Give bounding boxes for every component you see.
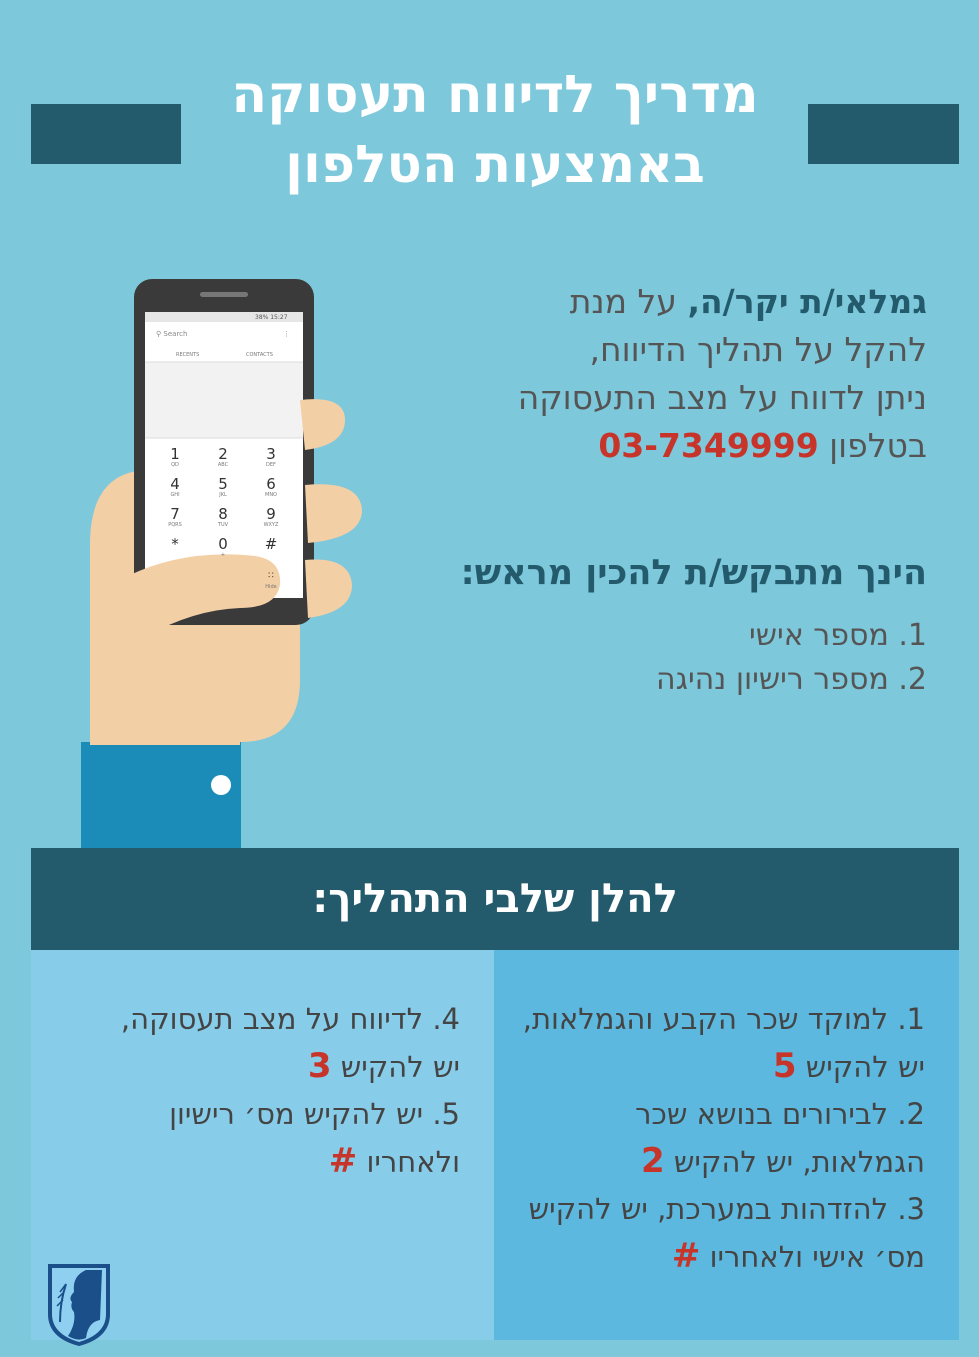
step-5-key: # (328, 1141, 358, 1181)
keypad-key[interactable] (160, 476, 190, 498)
step-4-line-2: יש להקיש (331, 1050, 460, 1084)
title-line-1: מדריך לדיווח תעסוקה (231, 65, 759, 125)
phone-number: 03-7349999 (598, 426, 819, 465)
keypad-digit: 0 (218, 535, 228, 553)
intro-line-3: ניתן לדווח על מצב התעסוקה (517, 378, 927, 417)
keypad-letters: PQRS (168, 522, 182, 528)
prep-item-2: 2. מספר רישיון נהיגה (656, 662, 927, 697)
phone-status: 38% 15:27 (255, 314, 288, 321)
sleeve (81, 742, 241, 848)
keypad-digit: 7 (170, 505, 180, 523)
step-5-line-2: ולאחריו (357, 1145, 460, 1179)
keypad-key[interactable] (160, 536, 190, 552)
dialpad-icon: ∷ (268, 571, 274, 581)
cufflink (211, 775, 231, 795)
keypad-letters: TUV (217, 522, 229, 528)
prep-title: הינך מתבקש/ת להכין מראש: (460, 553, 927, 593)
prep-item-1: 1. מספר אישי (749, 618, 927, 653)
step-4-key: 3 (307, 1046, 332, 1086)
keypad-key[interactable] (160, 506, 190, 528)
keypad-digit: 2 (218, 445, 228, 463)
keypad-letters: WXYZ (263, 522, 279, 528)
step-2-line-2: הגמלאות, יש להקיש (664, 1145, 925, 1179)
tab-recents[interactable]: RECENTS (176, 352, 200, 358)
keypad-key[interactable] (256, 476, 286, 498)
keypad-letters: ABC (217, 462, 229, 468)
intro-line-2: להקל על תהליך הדיווח, (589, 330, 927, 369)
step-2-line-1: 2. לבירורים בנושא שכר (635, 1097, 925, 1131)
keypad-key[interactable] (208, 476, 238, 498)
step-3-key: # (671, 1236, 701, 1276)
keypad-letters: JKL (219, 492, 227, 498)
keypad-digit: * (171, 535, 179, 553)
finger-3 (305, 560, 352, 618)
keypad-key[interactable] (256, 446, 286, 468)
steps-column-right (494, 950, 959, 1340)
intro-greeting: גמלאי/ת יקר/ה, (687, 282, 927, 321)
keypad-hide-button[interactable] (256, 568, 286, 590)
keypad-key[interactable] (208, 536, 238, 558)
keypad-digit: 4 (170, 475, 180, 493)
prep-list (367, 614, 927, 702)
keypad-letters: DEF (266, 462, 276, 468)
keypad-hide-label: Hide (265, 584, 277, 590)
search-placeholder: Search (163, 330, 188, 338)
step-4-line-1: 4. לדיווח על מצב תעסוקה, (120, 1002, 460, 1036)
keypad-digit: 5 (218, 475, 228, 493)
title-line-2: באמצעות הטלפון (285, 135, 705, 195)
finger-2 (305, 484, 362, 543)
intro-line-4: בטלפון (818, 426, 927, 465)
keypad-digit: 3 (266, 445, 276, 463)
keypad-letters: MNO (265, 492, 277, 498)
keypad-digit: 6 (266, 475, 276, 493)
keypad-key[interactable] (256, 506, 286, 528)
keypad-key[interactable] (208, 446, 238, 468)
shield-profile-icon (46, 1262, 112, 1348)
keypad-key[interactable] (208, 506, 238, 528)
tab-contacts[interactable]: CONTACTS (246, 352, 273, 358)
intro-text (367, 278, 927, 470)
step-1-line-1: 1. למוקד שכר הקבע והגמלאות, (522, 1002, 925, 1036)
phone-speaker (200, 292, 248, 297)
finger-1 (300, 399, 345, 450)
search-icon: ⚲ (156, 330, 162, 338)
keypad-letters: GHI (170, 492, 180, 498)
step-3-line-2: מס׳ אישי ולאחריו (700, 1240, 925, 1274)
keypad-key[interactable] (160, 446, 190, 468)
keypad-key[interactable] (256, 536, 286, 552)
keypad-letters: + (220, 552, 226, 558)
step-1-line-2: יש להקיש (796, 1050, 925, 1084)
steps-header: להלן שלבי התהליך: (31, 848, 959, 950)
keypad-letters: QD (171, 462, 179, 468)
keypad-digit: 8 (218, 505, 228, 523)
more-icon[interactable]: ⋮ (283, 330, 290, 338)
step-5-line-1: 5. יש להקיש מס׳ רישיון (169, 1097, 460, 1131)
phone-search-input[interactable] (156, 330, 296, 342)
intro-line-1: על מנת (569, 282, 688, 321)
step-1-key: 5 (772, 1046, 797, 1086)
step-3-line-1: 3. להזדהות במערכת, יש להקיש (528, 1192, 925, 1226)
keypad-digit: # (264, 535, 278, 553)
keypad-digit: 9 (266, 505, 276, 523)
step-2-key: 2 (640, 1141, 665, 1181)
keypad-digit: 1 (170, 445, 180, 463)
